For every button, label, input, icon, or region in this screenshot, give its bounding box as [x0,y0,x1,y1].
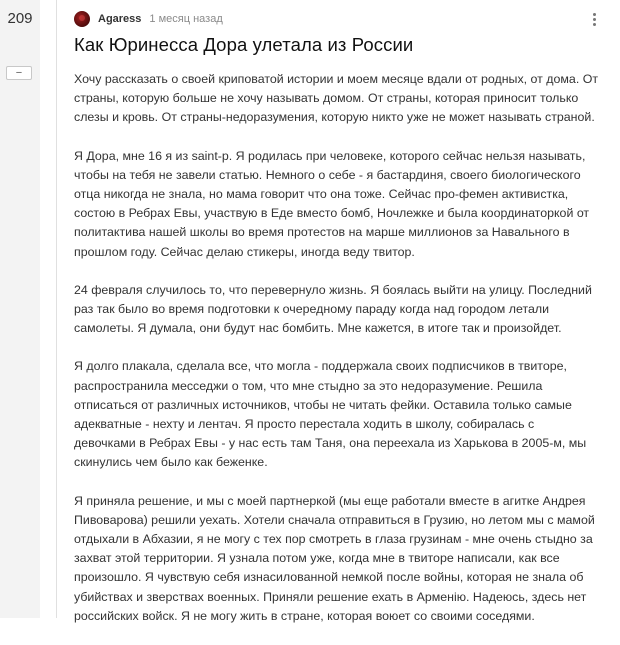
post-body [74,70,598,645]
collapse-button[interactable]: − [6,66,32,80]
post-timestamp[interactable]: 1 месяц назад [149,13,223,25]
post-paragraph: Я приняла решение, и мы с моей партнеркой (мы еще работали вместе в агитке Андрея Пивоварова) решили уехать. Хотели сначала отправиться в Грузию, но летом мы с мамой отдыхали в Абхазии, я не могу с тех пор смотреть в глаза грузинам - мне очень стыдно за захват этой территории. Я узнала потом уже, когда мне в твиторе написали, как все произошло. Я чувствую себя изнасилованной немкой после войны, которая не знала об убийствах и зверствах военных. Приняли решение ехать в Арменію. Надеюсь, здесь нет российских войск. Я не могу жить в стране, которая воюет со своими соседями. [74,493,595,623]
vote-column [0,0,40,618]
post-paragraph: Я долго плакала, сделала все, что могла - поддержала своих подписчиков в твиторе, распространила месседжи о том, что мне стыдно за это недоразумение. Решила отписаться от различных источников, чтобы не читать фейки. Оставила только самые адекватные - нехту и лентач. Я просто перестала ходить в школу, собиралась с девочками в Ребрах Евы - у нас есть там Таня, она переехала из Харькова в 2005-м, мы скинулись чем было как беженке. [74,359,587,470]
more-vertical-icon[interactable] [588,10,600,28]
post-container [56,0,610,623]
post-paragraph: Хочу рассказать о своей криповатой истории и моем месяце вдали от родных, от дома. От страны, которую больше не хочу называть домом. От страны, которая приносит только слезы и кровь. От страны-недоразумения, которую никто уже не может называть страной. [74,72,599,125]
post-paragraph: 24 февраля случилось то, что перевернуло жизнь. Я боялась выйти на улицу. Последний раз так было во время подготовки к очередному параду когда над городом летали самолеты. Я думала, они будут нас бомбить. Мне кажется, в итоге так и произойдет. [74,282,592,336]
post-paragraph: Я Дора, мне 16 я из saint-p. Я родилась при человеке, которого сейчас нельзя называть, чтобы на тебя не завели статью. Немного о себе - я бастардиня, своего биологического отца никогда не знала, но мама говорит что она тоже. Сейчас про-фемен активистка, состою в Ребрах Евы, участвую в Еде вместо бомб, Ночлежке и была координаторкой от политактива нашей школы во время протестов на марше миллионов за Навального в прошлом году. Сейчас делаю стикеры, иногда веду твитор. [74,148,590,259]
post-meta [74,10,223,28]
post-title: Как Юринесса Дора улетала из России [74,34,414,55]
user-avatar[interactable] [74,11,90,27]
author-name[interactable]: Agaress [98,13,142,25]
vote-count: 209 [7,10,33,27]
